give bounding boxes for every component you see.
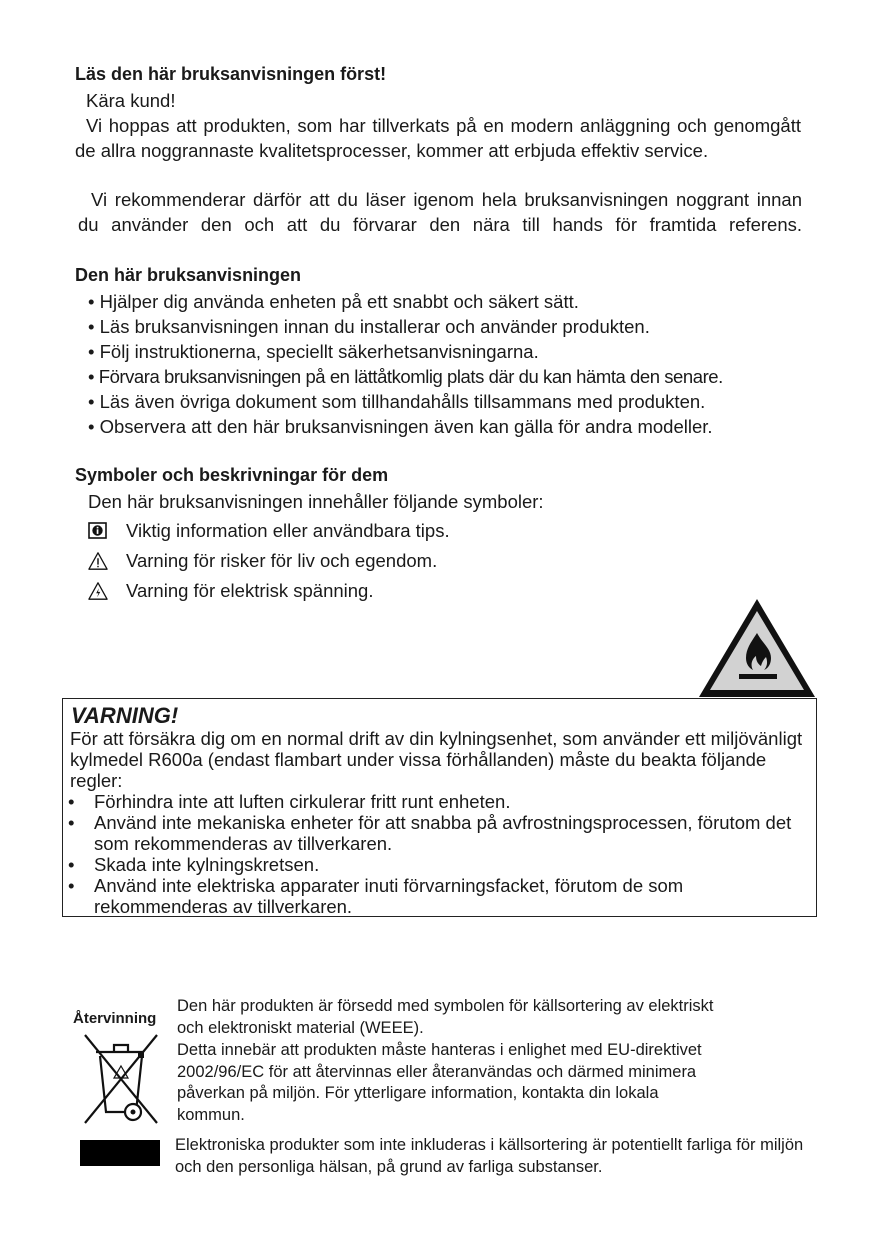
list-item — [63, 791, 813, 812]
manual-list — [88, 289, 723, 439]
intro-greeting: Kära kund! — [86, 90, 176, 111]
list-item — [63, 854, 813, 875]
warning-item-text: Skada inte kylningskretsen. — [94, 854, 320, 875]
intro-heading: Läs den här bruksanvisningen först! — [75, 64, 387, 84]
intro-paragraph-1: Vi hoppas att produkten, som har tillverkats på en modern anläggning och genomgått de allra noggrannaste kvalitetsprocesser, kommer att erbjuda effektiv service. — [75, 115, 801, 161]
warning-box — [62, 698, 817, 917]
list-item: • Hjälper dig använda enheten på ett snabbt och säkert sätt. — [88, 291, 579, 312]
bullet: • — [68, 854, 75, 875]
list-item: • Observera att den här bruksanvisningen även kan gälla för andra modeller. — [88, 416, 713, 437]
symbols-intro: Den här bruksanvisningen innehåller följande symboler: — [88, 491, 544, 512]
list-item: • Förvara bruksanvisningen på en lättåtkomlig plats där du kan hämta den senare. — [88, 366, 723, 387]
list-item: • Läs även övriga dokument som tillhandahålls tillsammans med produkten. — [88, 391, 706, 412]
symbols-heading: Symboler och beskrivningar för dem — [75, 465, 389, 485]
recycling-text-3: Elektroniska produkter som inte inkluderas i källsortering är potentiellt farliga för miljön och den personliga hälsan, på grund av farliga substanser. — [175, 1136, 804, 1176]
manual-heading: Den här bruksanvisningen — [75, 265, 302, 285]
list-item: • Läs bruksanvisningen innan du installerar och använder produkten. — [88, 316, 650, 337]
warning-item-text: Använd inte mekaniska enheter för att snabba på avfrostningsprocessen, förutom det som rekommenderas av tillverkaren. — [94, 812, 792, 854]
list-item — [63, 812, 813, 854]
warning-item-text: Förhindra inte att luften cirkulerar fritt runt enheten. — [94, 791, 511, 812]
bullet: • — [68, 875, 75, 896]
bullet: • — [68, 791, 75, 812]
warning-item-text: Använd inte elektriska apparater inuti förvarningsfacket, förutom de som rekommenderas av tillverkaren. — [94, 875, 684, 917]
recycling-text-2: Detta innebär att produkten måste hanteras i enlighet med EU-direktivet 2002/96/EC för att återvinnas eller återanvändas och därmed minimera påverkan på miljön. För ytterligare information, kontakta din lokala kommun. — [177, 1041, 702, 1125]
intro-paragraph-2: Vi rekommenderar därför att du läser igenom hela bruksanvisningen noggrant innan du använder den och att du förvarar den nära till hands för framtida referens. — [78, 189, 802, 235]
info-icon — [88, 521, 108, 541]
symbol-text: Varning för risker för liv och egendom. — [126, 550, 438, 571]
recycling-label: Återvinning — [73, 1010, 157, 1027]
warning-triangle-icon — [88, 551, 108, 571]
recycling-text-1: Den här produkten är försedd med symbolen för källsortering av elektriskt och elektroniskt material (WEEE). — [177, 997, 714, 1037]
list-item — [63, 875, 813, 917]
symbol-text: Viktig information eller användbara tips. — [126, 520, 450, 541]
electric-warning-icon — [88, 581, 108, 601]
warning-title: VARNING! — [71, 703, 179, 728]
warning-intro: För att försäkra dig om en normal drift av din kylningsenhet, som använder ett miljövänligt kylmedel R600a (endast flambart under vissa förhållanden) måste du beakta följande regler: — [70, 728, 803, 791]
symbol-text: Varning för elektrisk spänning. — [126, 580, 374, 601]
weee-bin-icon — [80, 1030, 162, 1128]
bullet: • — [68, 812, 75, 833]
black-bar-icon — [80, 1140, 160, 1166]
list-item: • Följ instruktionerna, speciellt säkerhetsanvisningarna. — [88, 341, 539, 362]
warning-list — [63, 791, 813, 917]
flammable-hazard-icon — [696, 596, 818, 700]
